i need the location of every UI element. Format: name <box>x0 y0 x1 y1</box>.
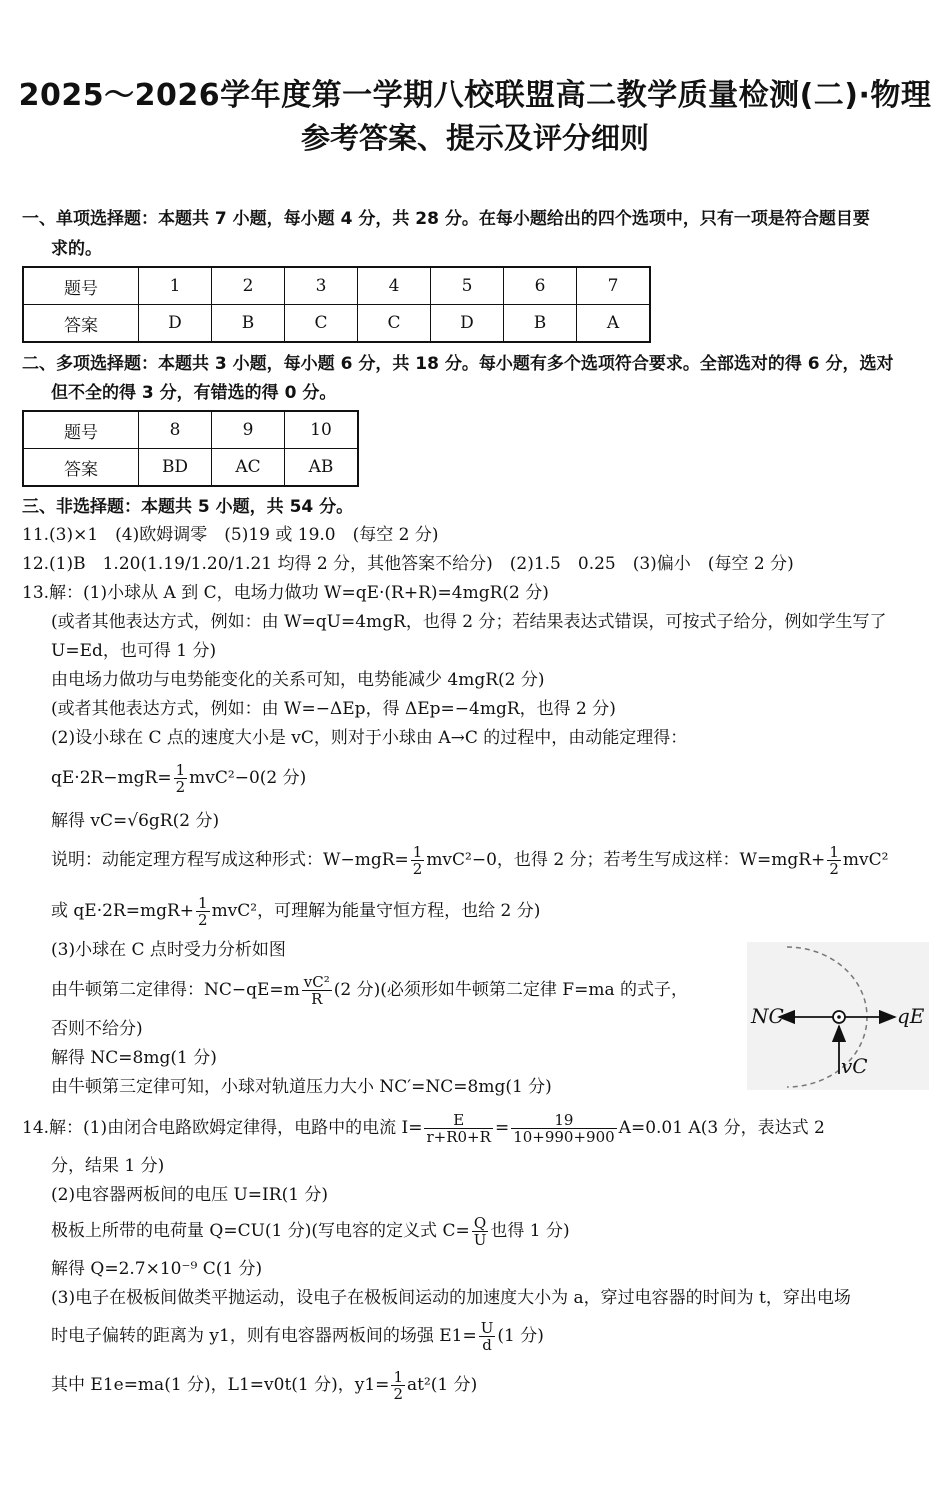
row-label: 答案 <box>23 449 139 487</box>
fraction-current-values <box>511 1112 616 1145</box>
numerator: 1 <box>412 843 423 861</box>
title-line-2: 参考答案、提示及评分细则 <box>300 121 649 155</box>
answer-q12: 12.(1)B 1.20(1.19/1.20/1.21 均得 2 分，其他答案不给分) (2)1.5 0.25 (3)偏小 (每空 2 分) <box>22 554 794 574</box>
q13-line: 解得 NC=8mg(1 分) <box>51 1048 217 1068</box>
denominator: 2 <box>829 860 839 878</box>
cell: 10 <box>285 411 359 449</box>
cell: AC <box>212 449 285 487</box>
q13-line: 否则不给分) <box>51 1019 143 1039</box>
denominator: U <box>473 1231 487 1249</box>
text: mvC² <box>842 850 889 870</box>
q14-line: (3)电子在极板间做类平抛运动，设电子在极板间运动的加速度大小为 a，穿过电容器的时间为 t，穿出电场 <box>51 1288 851 1308</box>
cell: B <box>212 305 285 343</box>
q13-line: 解得 vC=√6gR(2 分) <box>51 811 220 831</box>
table-row <box>23 449 358 487</box>
q13-line: (或者其他表达方式，例如：由 W=−ΔEp，得 ΔEp=−4mgR，也得 2 分) <box>51 699 616 719</box>
cell: C <box>285 305 358 343</box>
cell: AB <box>285 449 359 487</box>
numerator: vC² <box>303 973 330 991</box>
label-nc: NC <box>751 1004 784 1028</box>
q13-line: (或者其他表达方式，例如：由 W=qU=4mgR，也得 2 分；若结果表达式错误，可按式子给分，例如学生写了 <box>51 612 887 632</box>
q13-line: 13.解：(1)小球从 A 到 C，电场力做功 W=qE·(R+R)=4mgR(2 分) <box>22 583 549 603</box>
numerator: U <box>480 1319 494 1337</box>
cell: 1 <box>139 267 212 305</box>
text: 极板上所带的电荷量 Q=CU(1 分)(写电容的定义式 C= <box>51 1221 470 1241</box>
section2-heading-cont: 但不全的得 3 分，有错选的得 0 分。 <box>51 383 337 403</box>
fraction-v2-over-r <box>302 974 332 1007</box>
numerator: 1 <box>829 843 839 861</box>
q13-line: 由电场力做功与电势能变化的关系可知，电势能减少 4mgR(2 分) <box>51 670 545 690</box>
numerator: 19 <box>511 1112 616 1129</box>
q14-motion-equations <box>51 1367 477 1403</box>
cell: B <box>504 305 577 343</box>
text: mvC²−0，也得 2 分；若考生写成这样：W=mgR+ <box>426 850 826 870</box>
fraction-q-over-u <box>472 1215 489 1248</box>
row-label: 题号 <box>23 267 139 305</box>
q13-note-cont <box>51 893 540 929</box>
denominator: 2 <box>412 860 423 878</box>
cell: D <box>139 305 212 343</box>
q13-line: U=Ed，也可得 1 分) <box>51 641 217 661</box>
denominator: d <box>482 1336 492 1354</box>
denominator: 10+990+900 <box>513 1128 615 1146</box>
fraction-u-over-d <box>479 1320 496 1353</box>
cell: 6 <box>504 267 577 305</box>
text: mvC²−0(2 分) <box>189 768 307 788</box>
ball-center <box>837 1015 841 1019</box>
text: mvC²，可理解为能量守恒方程，也给 2 分) <box>211 901 541 921</box>
row-label: 答案 <box>23 305 139 343</box>
denominator: 2 <box>393 1385 403 1403</box>
text: (2 分)(必须形如牛顿第二定律 F=ma 的式子， <box>333 980 688 1000</box>
fraction-half <box>827 844 841 877</box>
fraction-half <box>196 895 210 928</box>
title-line-1: 2025～2026学年度第一学期八校联盟高二教学质量检测(二)·物理 <box>18 78 932 113</box>
text: at²(1 分) <box>406 1375 478 1395</box>
text: qE·2R−mgR= <box>51 768 172 788</box>
q14-field-equation <box>51 1318 544 1354</box>
cell: A <box>577 305 651 343</box>
text: 也得 1 分) <box>490 1221 570 1241</box>
cell: 3 <box>285 267 358 305</box>
q13-note <box>51 842 888 878</box>
fraction-half <box>174 762 188 795</box>
q14-line: (2)电容器两板间的电压 U=IR(1 分) <box>51 1185 329 1205</box>
text: 其中 E1e=ma(1 分)，L1=v0t(1 分)，y1= <box>51 1375 390 1395</box>
force-diagram <box>747 942 929 1090</box>
section3-heading: 三、非选择题：本题共 5 小题，共 54 分。 <box>22 497 354 517</box>
text: A=0.01 A(3 分，表达式 2 <box>618 1118 825 1138</box>
cell: D <box>431 305 504 343</box>
text: (1 分) <box>497 1326 544 1346</box>
denominator: 2 <box>175 778 186 796</box>
text: 说明：动能定理方程写成这种形式：W−mgR= <box>51 850 409 870</box>
section2-answer-table <box>22 410 359 487</box>
section1-heading-cont: 求的。 <box>51 239 102 259</box>
numerator: 1 <box>393 1368 403 1386</box>
table-row <box>23 267 650 305</box>
section1-heading: 一、单项选择题：本题共 7 小题，每小题 4 分，共 28 分。在每小题给出的四个选项中，只有一项是符合题目要 <box>22 209 870 229</box>
denominator: R <box>311 990 323 1008</box>
table-row <box>23 411 358 449</box>
text: 时电子偏转的距离为 y1，则有电容器两板间的场强 E1= <box>51 1326 477 1346</box>
row-label: 题号 <box>23 411 139 449</box>
section1-answer-table <box>22 266 651 343</box>
q13-newton-equation <box>51 972 688 1008</box>
numerator: 1 <box>175 761 186 779</box>
cell: 8 <box>139 411 212 449</box>
cell: BD <box>139 449 212 487</box>
numerator: Q <box>472 1215 489 1232</box>
cell: 9 <box>212 411 285 449</box>
fraction-half <box>391 1369 405 1402</box>
cell: C <box>358 305 431 343</box>
cell: 5 <box>431 267 504 305</box>
answer-q11: 11.(3)×1 (4)欧姆调零 (5)19 或 19.0 (每空 2 分) <box>22 525 439 545</box>
label-qe: qE <box>897 1004 925 1028</box>
text: 由牛顿第二定律得：NC−qE=m <box>51 980 300 1000</box>
denominator: r+R0+R <box>426 1128 491 1146</box>
section2-heading: 二、多项选择题：本题共 3 小题，每小题 6 分，共 18 分。每小题有多个选项符合要求。全部选对的得 6 分，选对 <box>22 354 894 374</box>
denominator: 2 <box>198 911 208 929</box>
q14-line: 解得 Q=2.7×10⁻⁹ C(1 分) <box>51 1259 263 1279</box>
q13-line: (3)小球在 C 点时受力分析如图 <box>51 940 286 960</box>
q14-current-equation <box>22 1110 825 1146</box>
text: 14.解：(1)由闭合电路欧姆定律得，电路中的电流 I= <box>22 1118 423 1138</box>
fraction-current-expr <box>424 1112 492 1145</box>
numerator: 1 <box>198 894 208 912</box>
cell: 7 <box>577 267 651 305</box>
numerator: E <box>424 1112 492 1129</box>
q13-line: (2)设小球在 C 点的速度大小是 vC，则对于小球由 A→C 的过程中，由动能定理得： <box>51 728 688 748</box>
fraction-half <box>411 844 425 877</box>
label-vc: vC <box>841 1054 868 1078</box>
text: = <box>494 1118 510 1138</box>
cell: 2 <box>212 267 285 305</box>
text: 或 qE·2R=mgR+ <box>51 901 195 921</box>
table-row <box>23 305 650 343</box>
q13-line: 由牛顿第三定律可知，小球对轨道压力大小 NC′=NC=8mg(1 分) <box>51 1077 552 1097</box>
q14-charge-equation <box>51 1213 570 1249</box>
q14-line: 分，结果 1 分) <box>51 1156 165 1176</box>
cell: 4 <box>358 267 431 305</box>
q13-energy-equation <box>51 760 306 796</box>
